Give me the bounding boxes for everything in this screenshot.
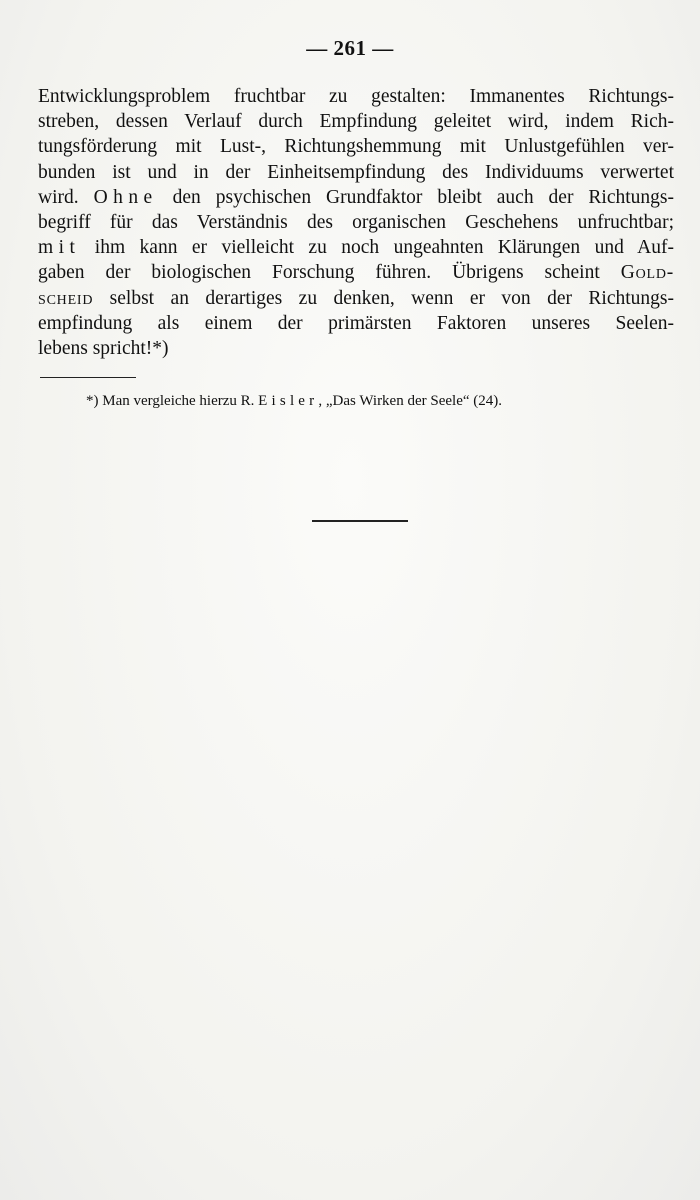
emphasized-word: mit	[38, 237, 81, 259]
author-name: scheid	[38, 287, 94, 309]
footnote-divider	[40, 377, 136, 378]
text-line-8	[38, 260, 674, 285]
text-line-9	[38, 286, 674, 311]
text-segment: ihm kann er vielleicht zu noch ungeahnten Klärungen und Auf-	[80, 237, 674, 259]
footnote-text: , „Das Wirken der Seele“ (24).	[318, 393, 503, 409]
page-number: — 261 —	[306, 36, 394, 60]
text-line-5	[38, 185, 674, 210]
text-line-3: tungsförderung mit Lust-, Richtungshemmung mit Unlustgefühlen ver-	[38, 136, 674, 158]
emphasized-word: Ohne	[93, 186, 158, 208]
text-line-2: streben, dessen Verlauf durch Empfindung geleitet wird, indem Rich-	[38, 111, 674, 133]
text-segment: gaben der biologischen Forschung führen. Übrigens scheint	[38, 262, 621, 284]
body-paragraph	[38, 84, 674, 361]
text-line-10: empfindung als einem der primärsten Faktoren unseres Seelen-	[38, 312, 674, 334]
footnote-author: Eisler	[258, 393, 319, 409]
text-segment: den psychischen Grundfaktor bleibt auch der Richtungs-	[157, 186, 674, 208]
author-name: Gold-	[620, 262, 674, 284]
footnote	[86, 391, 646, 411]
text-line-11: lebens spricht!*)	[38, 337, 169, 359]
text-line-7	[38, 235, 674, 260]
text-line-4: bunden ist und in der Einheitsempfindung des Individuums verwertet	[38, 161, 674, 183]
footnote-text: *) Man vergleiche hierzu R.	[86, 393, 259, 409]
text-line-1: Entwicklungsproblem fruchtbar zu gestalten: Immanentes Richtungs-	[38, 86, 674, 107]
section-end-rule	[312, 520, 408, 522]
text-segment: selbst an derartiges zu denken, wenn er von der Richtungs-	[93, 287, 674, 309]
text-segment: wird.	[38, 186, 94, 208]
text-line-6: begriff für das Verständnis des organischen Geschehens unfruchtbar;	[38, 211, 674, 233]
